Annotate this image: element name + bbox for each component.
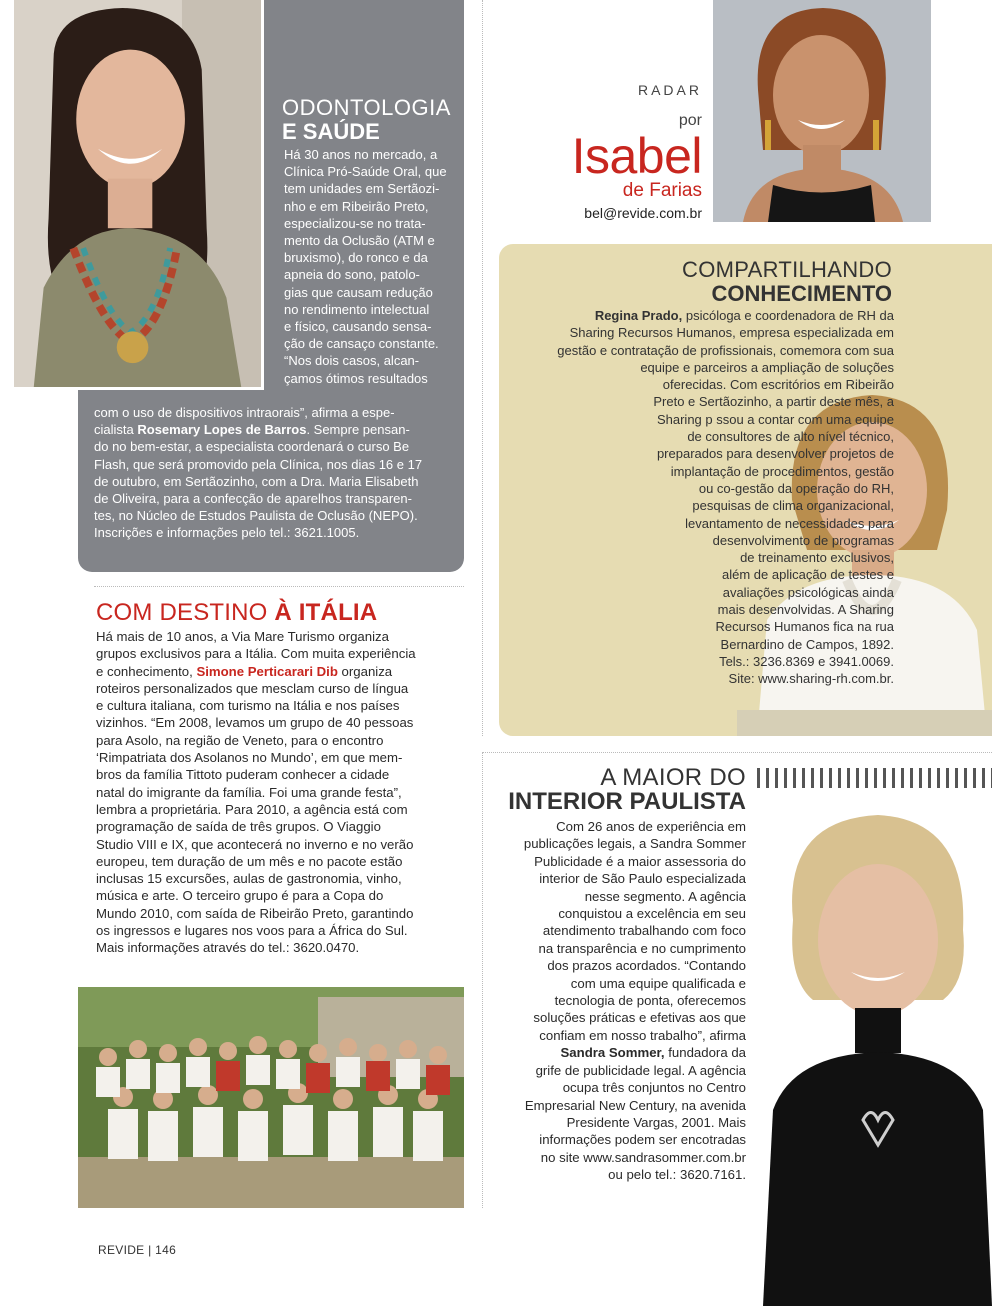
text-segment: psicóloga e coordenadora de RH da <box>682 308 894 323</box>
sharing-line: de consultores de alto nível técnico, <box>687 429 894 445</box>
italia-line: grupos exclusivos para a Itália. Com muita experiência <box>96 646 416 662</box>
italia-line: programação de saída de três grupos. O Viaggio <box>96 819 381 835</box>
section-divider <box>482 752 992 753</box>
rosemary-photo <box>14 0 264 390</box>
odontologia-narrow-line: “Nos dois casos, alcan- <box>284 353 420 369</box>
italia-line: inclusas 15 excursões, aulas de gastronomia, vinho, <box>96 871 402 887</box>
text-segment: fundadora da <box>664 1045 746 1061</box>
section-divider <box>94 586 464 587</box>
maior-title-line1: A MAIOR DO <box>600 764 746 791</box>
maior-line: interior de São Paulo especializada <box>539 871 746 887</box>
text-segment: e conhecimento, <box>96 663 197 679</box>
maior-line: com uma equipe qualificada e <box>570 975 746 991</box>
italia-line: Mais informações através do tel.: 3620.0470. <box>96 940 360 956</box>
odontologia-wide-line: Inscrições e informações pelo tel.: 3621.1005. <box>94 525 360 541</box>
italia-line <box>96 663 464 680</box>
italia-line: música e arte. O terceiro grupo é para a Copa do <box>96 888 384 904</box>
odontologia-narrow-line: Há 30 anos no mercado, a <box>284 147 438 162</box>
radar-por: por <box>678 112 702 129</box>
sharing-title-line1: COMPARTILHANDO <box>682 257 892 282</box>
maior-line: ocupa três conjuntos no Centro <box>562 1080 746 1096</box>
sharing-line: Recursos Humanos fica na rua <box>715 619 894 635</box>
maior-lines-after <box>496 1062 746 1184</box>
sharing-line: gestão e contratação de profissionais, comemora com sua <box>557 342 894 358</box>
maior-line: grife de publicidade legal. A agência <box>535 1062 746 1078</box>
maior-line: confiam em nosso trabalho”, afirma <box>539 1027 746 1043</box>
sandra-name: Sandra Sommer, <box>560 1045 665 1061</box>
sharing-line: de treinamento exclusivos, <box>740 550 894 566</box>
radar-label: RADAR <box>637 82 702 98</box>
column-divider <box>482 0 483 736</box>
column-divider <box>482 752 483 1208</box>
odontologia-narrow-line: tem unidades em Sertãozi- <box>284 181 440 197</box>
odontologia-narrow-line: mento da Oclusão (ATM e <box>284 233 435 249</box>
maior-line: dos prazos acordados. “Contando <box>547 958 746 974</box>
maior-text <box>496 818 746 1184</box>
sharing-text <box>494 307 894 688</box>
odontologia-narrow-line: apneia do sono, patolo- <box>284 267 420 283</box>
odontologia-narrow-line: bruxismo), do ronco e da <box>284 250 428 266</box>
odontologia-title-line1: ODONTOLOGIA <box>282 95 451 120</box>
sharing-line <box>494 307 894 324</box>
italia-line: e cultura italiana, com turismo na Itália e nos países <box>96 698 400 714</box>
sharing-line: Preto e Sertãozinho, a partir deste mês, a <box>653 394 894 410</box>
odontologia-title <box>282 96 462 144</box>
sharing-line: preparados para desenvolver projetos de <box>656 446 894 462</box>
sharing-line: Sharing p ssou a contar com uma equipe <box>656 411 894 427</box>
maior-lines-before <box>496 818 746 1044</box>
italia-title-bold: À ITÁLIA <box>274 599 378 626</box>
italia-line: Há mais de 10 anos, a Via Mare Turismo organiza <box>96 629 389 644</box>
sharing-line: oferecidas. Com escritórios em Ribeirão <box>662 377 894 393</box>
maior-title <box>508 766 746 814</box>
odontologia-text-wide <box>94 404 458 542</box>
maior-line: Publicidade é a maior assessoria do <box>534 853 746 869</box>
italia-line: bros da família Tittoto puderam conhecer a cidade <box>96 767 390 783</box>
italia-line: lembra a proprietária. Para 2010, a agência está com <box>96 801 408 817</box>
odontologia-narrow-line: especializou-se no trata- <box>284 215 426 231</box>
sharing-line: além de aplicação de testes e <box>722 567 894 583</box>
odontologia-narrow-line: Clínica Pró-Saúde Oral, que <box>284 164 447 180</box>
odontologia-wide-line: Flash, que será promovido pela Clínica, nos dias 16 e 17 <box>94 456 423 472</box>
sharing-line: pesquisas de clima organizacional, <box>692 498 894 514</box>
odontologia-wide-line: tes, no Núcleo de Estudos Paulista de Oclusão (NEPO). <box>94 508 418 524</box>
sharing-line: desenvolvimento de programas <box>712 532 894 548</box>
italia-rest <box>96 680 464 957</box>
odontologia-text-narrow <box>284 146 456 387</box>
odontologia-wide-line <box>94 421 458 438</box>
maior-line: publicações legais, a Sandra Sommer <box>523 836 746 852</box>
sharing-line: Tels.: 3236.8369 e 3941.0069. <box>719 653 894 669</box>
maior-line: Presidente Vargas, 2001. Mais <box>566 1114 746 1130</box>
odontologia-narrow-line: ção de cansaço constante. <box>284 336 439 352</box>
odontologia-narrow-line: gias que causam redução <box>284 284 433 300</box>
odontologia-wide-line: do no bem-estar, a especialista coordenará o curso Be <box>94 439 410 455</box>
sharing-line: mais desenvolvidas. A Sharing <box>717 602 894 618</box>
group-photo <box>78 987 464 1208</box>
maior-line: no site www.sandrasommer.com.br <box>540 1149 746 1165</box>
sharing-line: Bernardino de Campos, 1892. <box>720 636 894 652</box>
sharing-title-line2: CONHECIMENTO <box>711 281 892 306</box>
text-segment: cialista <box>94 422 138 438</box>
page-folio: REVIDE | 146 <box>98 1243 177 1257</box>
odontologia-narrow-line: nho e em Ribeirão Preto, <box>284 198 429 214</box>
maior-line: Empresarial New Century, na avenida <box>524 1097 746 1113</box>
maior-line <box>496 1044 746 1061</box>
odontologia-narrow-line: çamos ótimos resultados <box>284 370 428 386</box>
italia-title-prefix: COM DESTINO <box>96 599 275 626</box>
sharing-rest <box>494 324 894 687</box>
columnist-name: Isabel <box>571 128 702 184</box>
odontologia-wide-line: de Oliveira, para a confecção de aparelhos transparen- <box>94 491 412 507</box>
sharing-line: equipe e parceiros a ampliação de soluções <box>640 359 894 375</box>
italia-line: natal do imigrante da família. Foi uma grande festa”, <box>96 784 402 800</box>
italia-line: roteiros personalizados que mesclam curso de língua <box>96 680 409 696</box>
odontologia-narrow-line: no rendimento intelectual <box>284 301 430 317</box>
italia-line: ‘Rimpatriata dos Asolanos no Mundo’, em que mem- <box>96 750 403 766</box>
decorative-bars <box>757 768 992 788</box>
maior-title-line2: INTERIOR PAULISTA <box>508 788 746 815</box>
italia-line: para Asolo, na região de Veneto, para o encontro <box>96 732 384 748</box>
odontologia-wide-rest <box>94 438 458 541</box>
sharing-line: ou co-gestão da operação do RH, <box>698 480 894 496</box>
sharing-line: levantamento de necessidades para <box>685 515 894 531</box>
italia-line: europeu, tem duração de um mês e no pacote estão <box>96 853 403 869</box>
regina-name: Regina Prado, <box>594 308 683 323</box>
maior-line: ou pelo tel.: 3620.7161. <box>608 1167 746 1183</box>
text-segment: organiza <box>337 663 393 679</box>
sandra-photo <box>753 790 992 1306</box>
maior-line: tecnologia de ponta, oferecemos <box>554 993 746 1009</box>
odontologia-title-line2: E SAÚDE <box>282 119 380 144</box>
maior-line: nesse segmento. A agência <box>584 888 746 904</box>
columnist-surname: de Farias <box>622 180 702 201</box>
italia-line: os ingressos e lugares nos voos para a África do Sul. <box>96 923 408 939</box>
maior-line: na transparência e no cumprimento <box>538 940 746 956</box>
sharing-line: avaliações psicológicas ainda <box>722 584 894 600</box>
maior-line: soluções práticas e efetivas aos que <box>533 1010 746 1026</box>
odontologia-wide-line: com o uso de dispositivos intraorais”, afirma a espe- <box>94 405 395 420</box>
maior-line: atendimento trabalhando com foco <box>542 923 746 939</box>
isabel-photo <box>713 0 931 222</box>
italia-line: Mundo 2010, com saída de Ribeirão Preto, garantindo <box>96 905 414 921</box>
sharing-line: Site: www.sharing-rh.com.br. <box>728 671 894 687</box>
maior-line: Com 26 anos de experiência em <box>556 819 746 834</box>
sharing-line: Sharing Recursos Humanos, empresa especializada em <box>569 325 894 341</box>
odontologia-wide-line: de outubro, em Sertãozinho, com a Dra. Maria Elisabeth <box>94 473 419 489</box>
maior-line: informações podem ser encotradas <box>539 1132 746 1148</box>
simone-name: Simone Perticarari Dib <box>196 663 338 679</box>
columnist-email: bel@revide.com.br <box>584 205 702 221</box>
italia-line: Studio VIII e IX, que acontecerá no inverno e no verão <box>96 836 414 852</box>
italia-line: vizinhos. “Em 2008, levamos um grupo de 40 pessoas <box>96 715 414 731</box>
text-segment: . Sempre pensan- <box>306 422 410 438</box>
sharing-title <box>682 258 892 306</box>
italia-title <box>96 599 377 627</box>
specialist-name: Rosemary Lopes de Barros <box>137 422 307 438</box>
odontologia-narrow-line: e físico, causando sensa- <box>284 319 432 335</box>
maior-line: conquistou a excelência em seu <box>558 906 746 922</box>
sharing-line: implantação de procedimentos, gestão <box>670 463 894 479</box>
italia-text <box>96 628 464 957</box>
